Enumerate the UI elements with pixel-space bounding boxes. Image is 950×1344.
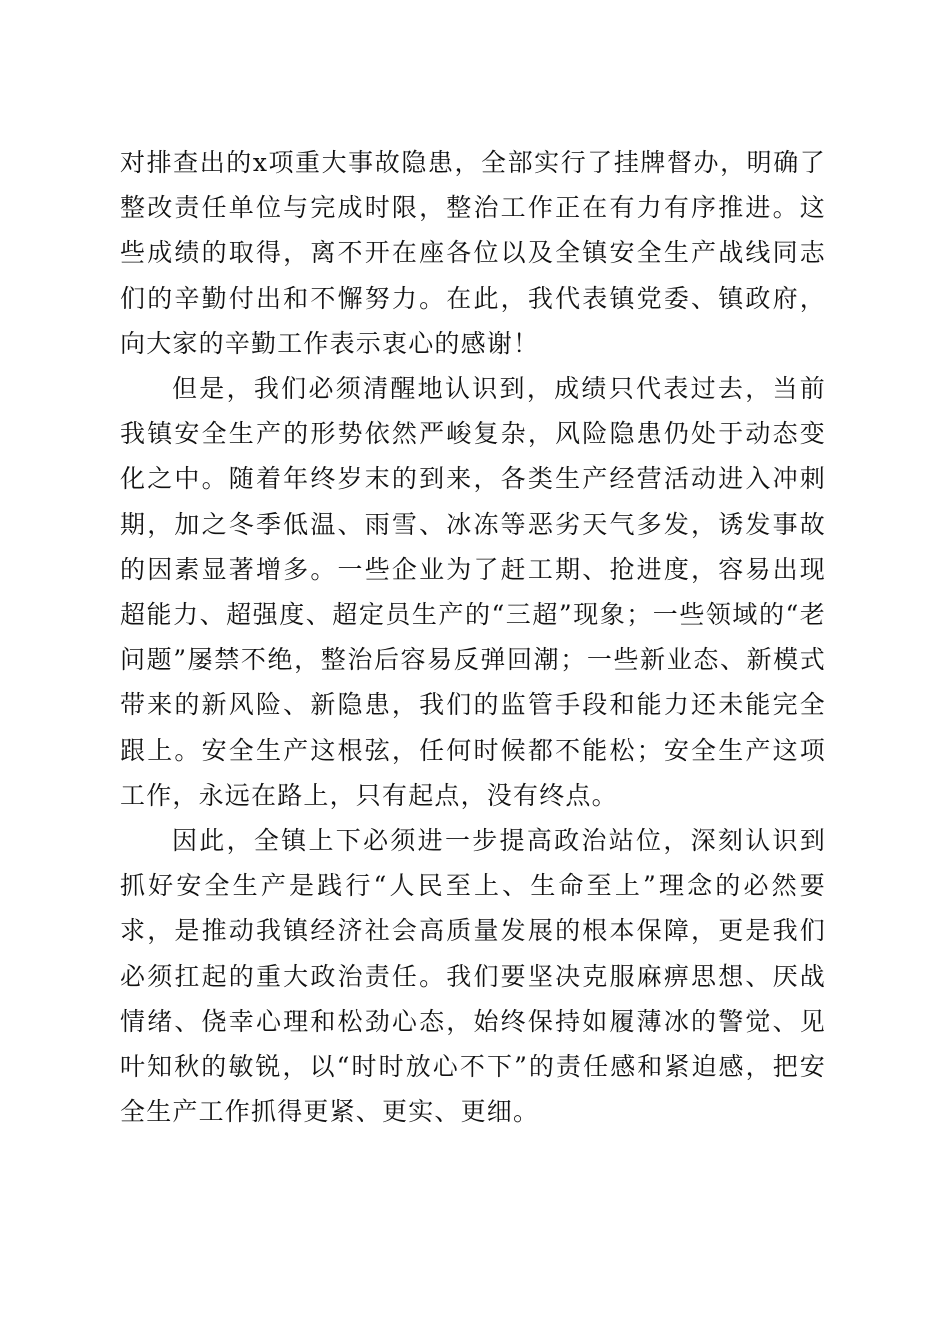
paragraph-3: 因此，全镇上下必须进一步提高政治站位，深刻认识到抓好安全生产是践行“人民至上、生命至上”理念的必然要求，是推动我镇经济社会高质量发展的根本保障，更是我们必须扛起的重大政治责任。我们要坚决克服麻痹思想、厌战情绪、侥幸心理和松劲心态，始终保持如履薄冰的警觉、见叶知秋的敏锐，以“时时放心不下”的责任感和紧迫感，把安全生产工作抓得更紧、更实、更细。 (120, 826, 826, 1127)
paragraph-1: 对排查出的x项重大事故隐患，全部实行了挂牌督办，明确了整改责任单位与完成时限，整治工作正在有力有序推进。这些成绩的取得，离不开在座各位以及全镇安全生产战线同志们的辛勤付出和不懈努力。在此，我代表镇党委、镇政府，向大家的辛勤工作表示衷心的感谢！ (120, 148, 826, 358)
document-body (120, 140, 826, 1134)
paragraph-2: 但是，我们必须清醒地认识到，成绩只代表过去，当前我镇安全生产的形势依然严峻复杂，风险隐患仍处于动态变化之中。随着年终岁末的到来，各类生产经营活动进入冲刺期，加之冬季低温、雨雪、冰冻等恶劣天气多发，诱发事故的因素显著增多。一些企业为了赶工期、抢进度，容易出现超能力、超强度、超定员生产的“三超”现象；一些领域的“老问题”屡禁不绝，整治后容易反弹回潮；一些新业态、新模式带来的新风险、新隐患，我们的监管手段和能力还未能完全跟上。安全生产这根弦，任何时候都不能松；安全生产这项工作，永远在路上，只有起点，没有终点。 (120, 374, 826, 810)
